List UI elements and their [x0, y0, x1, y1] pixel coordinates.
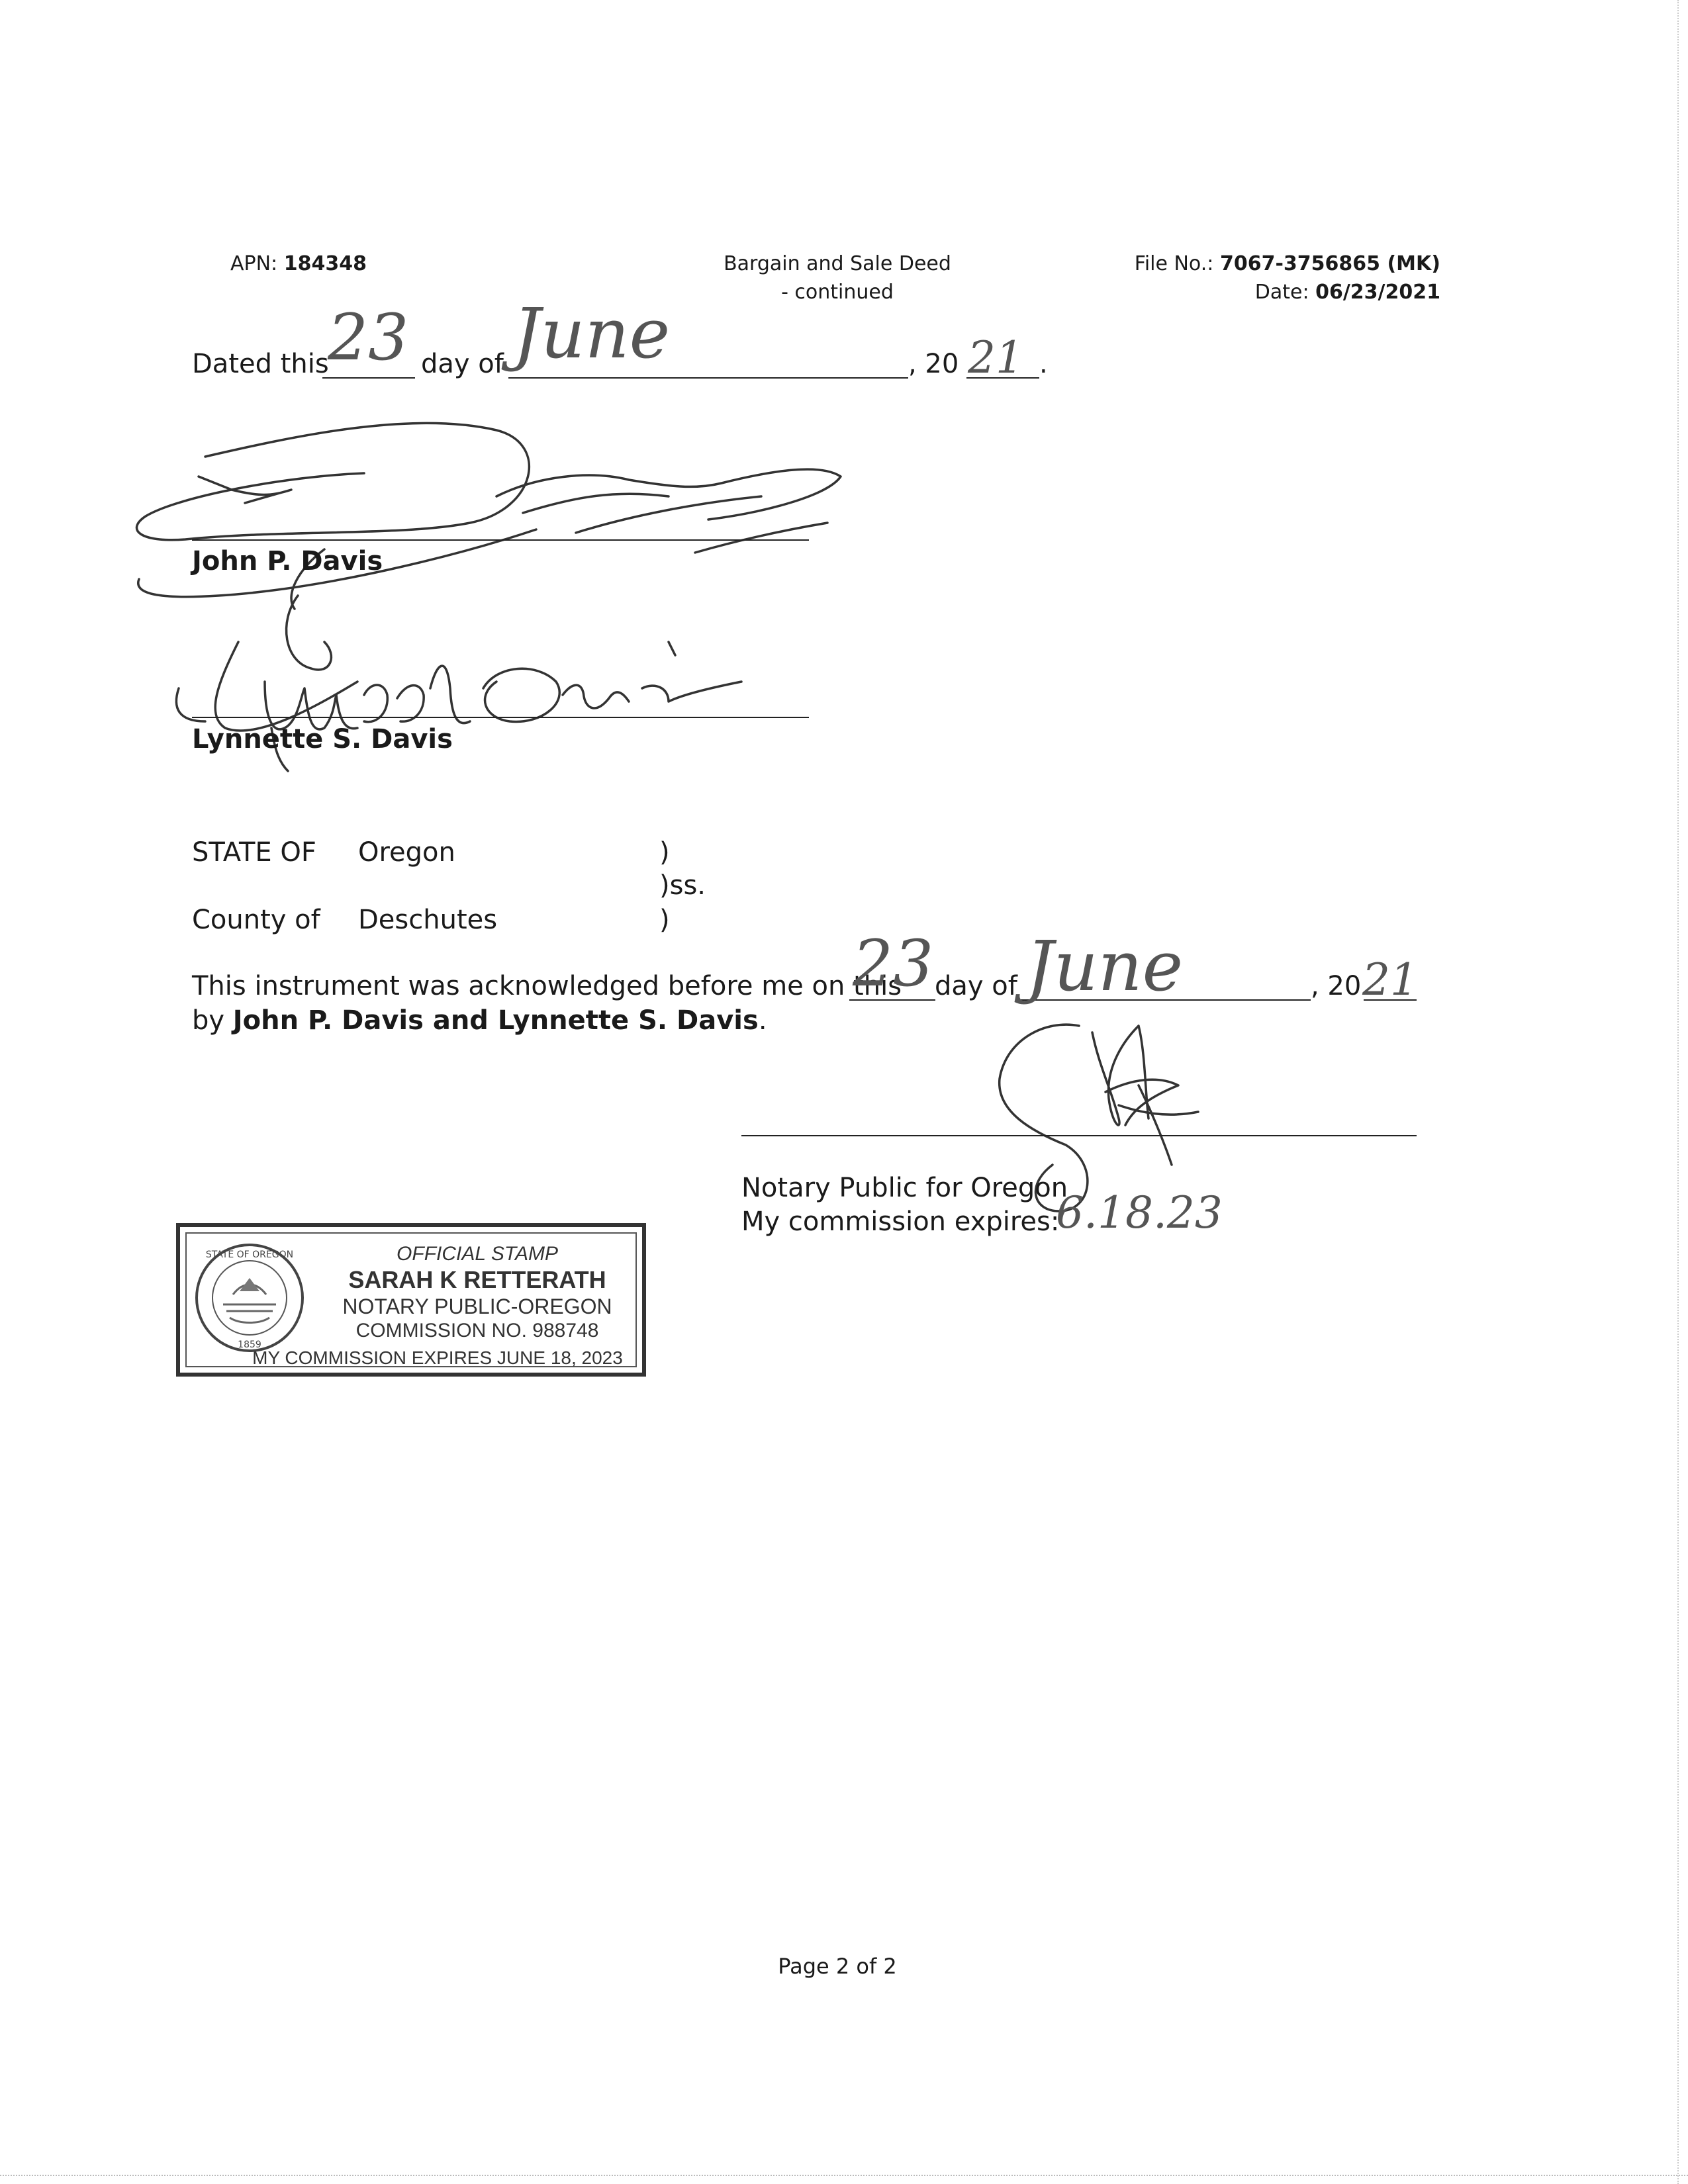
ack-text: This instrument was acknowledged before me on this [192, 971, 902, 1001]
dated-year-prefix: , 20 [908, 349, 959, 379]
header-date [1255, 283, 1440, 302]
signer1-name: John P. Davis [192, 546, 383, 576]
ack-by-line [192, 1007, 767, 1034]
notary-title: Notary Public for Oregon [741, 1173, 1068, 1203]
county-label: County of [192, 905, 320, 935]
file-number [1135, 254, 1440, 274]
notary-expires-handwritten: 6.18.23 [1056, 1187, 1223, 1238]
page-number: Page 2 of 2 [778, 1954, 897, 1979]
signer2-name: Lynnette S. Davis [192, 724, 453, 754]
ack-by-suffix: . [758, 1005, 767, 1036]
county-value: Deschutes [358, 905, 498, 935]
official-stamp [176, 1223, 646, 1377]
date-value: 06/23/2021 [1315, 281, 1440, 304]
dated-month-handwritten: June [513, 293, 671, 374]
notary-commission-label: My commission expires: [741, 1206, 1060, 1237]
file-label: File No.: [1134, 252, 1214, 275]
ack-by-names: John P. Davis and Lynnette S. Davis [232, 1005, 759, 1036]
seal-text-top: STATE OF OREGON [205, 1250, 294, 1260]
apn-label: APN: [230, 252, 278, 275]
venue-paren-top: ) [659, 837, 670, 868]
dated-prefix: Dated this [192, 349, 329, 379]
dated-day-blank [322, 377, 415, 379]
signer2-line [192, 717, 809, 718]
oregon-seal-icon [193, 1242, 306, 1354]
dated-period: . [1039, 349, 1048, 379]
notary-signature-line [741, 1135, 1417, 1136]
dated-day-handwritten: 23 [328, 300, 409, 375]
scan-artifact-right [1677, 0, 1680, 2184]
stamp-line-expires: MY COMMISSION EXPIRES JUNE 18, 2023 [252, 1347, 623, 1368]
date-label: Date: [1254, 281, 1309, 304]
apn [230, 254, 367, 274]
stamp-line-name: SARAH K RETTERATH [348, 1266, 606, 1293]
stamp-line-official: OFFICIAL STAMP [397, 1243, 558, 1265]
state-label: STATE OF [192, 837, 316, 868]
ack-month-handwritten: June [1026, 926, 1184, 1007]
stamp-line-notary: NOTARY PUBLIC-OREGON [342, 1295, 612, 1318]
signature-john-davis [126, 397, 867, 609]
venue-paren-bottom: ) [659, 905, 670, 935]
doc-subtitle: - continued [781, 281, 894, 304]
ack-year-handwritten: 21 [1362, 954, 1418, 1005]
seal-text-bottom: 1859 [238, 1340, 261, 1350]
dated-day-of: day of [421, 349, 504, 379]
file-value: 7067-3756865 (MK) [1219, 252, 1440, 275]
scan-artifact-bottom [0, 2175, 1688, 2177]
doc-title: Bargain and Sale Deed [724, 252, 951, 275]
state-value: Oregon [358, 837, 455, 868]
ack-by-prefix: by [192, 1005, 225, 1036]
venue-ss: )ss. [659, 870, 706, 901]
stamp-line-commission: COMMISSION NO. 988748 [355, 1320, 599, 1342]
dated-year-handwritten: 21 [968, 332, 1023, 383]
ack-year-prefix: , 20 [1311, 971, 1362, 1001]
dated-month-blank [508, 377, 908, 379]
ack-day-of: day of [935, 971, 1017, 1001]
apn-value: 184348 [283, 252, 367, 275]
signer1-line [192, 539, 809, 541]
ack-day-handwritten: 23 [853, 927, 934, 1001]
